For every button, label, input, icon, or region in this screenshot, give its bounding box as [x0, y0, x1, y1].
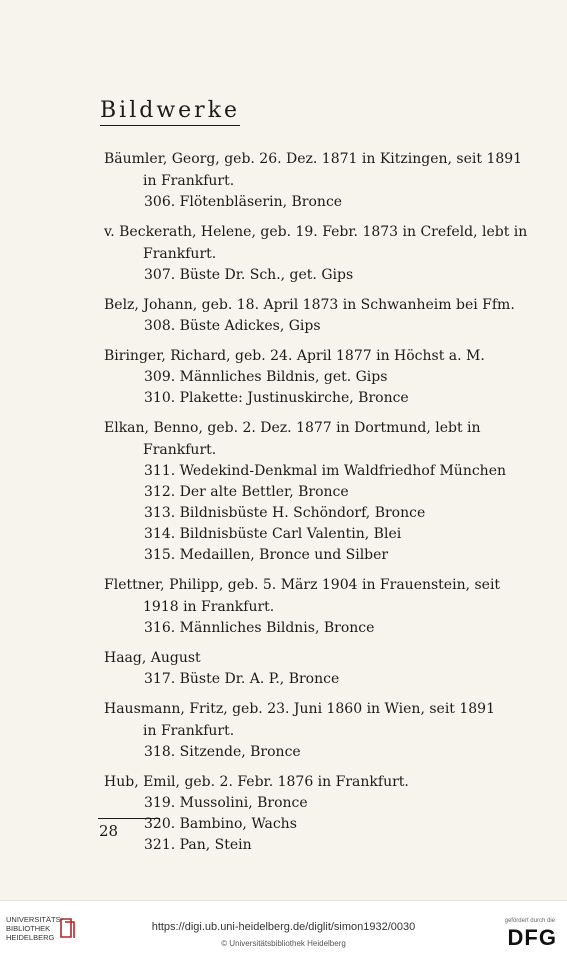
artist-entry [104, 345, 524, 409]
artwork-item: 313. Bildnisbüste H. Schöndorf, Bronce [144, 505, 426, 521]
entries-list [104, 148, 528, 864]
artist-entry [104, 417, 524, 566]
artwork-item: 319. Mussolini, Bronce [144, 795, 308, 811]
artist-entry [104, 647, 524, 690]
artist-entry [104, 148, 524, 213]
artwork-item: 320. Bambino, Wachs [144, 816, 297, 832]
artist-entry [104, 221, 528, 286]
library-line: BIBLIOTHEK [6, 924, 51, 933]
artwork-item: 307. Büste Dr. Sch., get. Gips [144, 267, 354, 283]
artist-line-continued: in Frankfurt. [143, 723, 235, 739]
artwork-item: 306. Flötenbläserin, Bronce [144, 194, 343, 210]
artist-line: Elkan, Benno, geb. 2. Dez. 1877 in Dortmund, lebt in [104, 420, 481, 436]
permalink-url[interactable]: https://digi.ub.uni-heidelberg.de/diglit/simon1932/0030 [151, 921, 416, 933]
section-heading: Bildwerke [100, 98, 240, 126]
artwork-item: 318. Sitzende, Bronce [144, 744, 301, 760]
artist-line-continued: in Frankfurt. [143, 173, 235, 189]
artist-entry [104, 294, 524, 337]
copyright-notice: © Universitätsbibliothek Heidelberg [221, 939, 346, 948]
artwork-item: 317. Büste Dr. A. P., Bronce [144, 671, 340, 687]
artwork-item: 321. Pan, Stein [144, 837, 252, 853]
artwork-item: 309. Männliches Bildnis, get. Gips [144, 369, 388, 385]
artist-line: Flettner, Philipp, geb. 5. März 1904 in Frauenstein, seit [104, 577, 501, 593]
artist-line: Bäumler, Georg, geb. 26. Dez. 1871 in Kitzingen, seit 1891 [104, 151, 523, 167]
library-line: UNIVERSITÄTS- [6, 915, 64, 924]
page-number-rule [98, 818, 160, 819]
artist-entry [104, 698, 524, 763]
artist-line-continued: Frankfurt. [143, 246, 217, 262]
artwork-item: 312. Der alte Bettler, Bronce [144, 484, 349, 500]
artwork-item: 314. Bildnisbüste Carl Valentin, Blei [144, 526, 402, 542]
artist-line: Biringer, Richard, geb. 24. April 1877 in Höchst a. M. [104, 348, 485, 364]
artist-line-continued: 1918 in Frankfurt. [143, 599, 275, 615]
artist-line-continued: Frankfurt. [143, 442, 217, 458]
artist-line: Hub, Emil, geb. 2. Febr. 1876 in Frankfurt. [104, 774, 409, 790]
artist-line: Belz, Johann, geb. 18. April 1873 in Schwanheim bei Ffm. [104, 297, 515, 313]
artwork-item: 311. Wedekind-Denkmal im Waldfriedhof München [144, 463, 506, 479]
dfg-logo[interactable]: DFG [507, 925, 557, 950]
artwork-item: 315. Medaillen, Bronce und Silber [144, 547, 389, 563]
artist-line: Hausmann, Fritz, geb. 23. Juni 1860 in Wien, seit 1891 [104, 701, 495, 717]
artist-line: Haag, August [104, 650, 201, 666]
artwork-item: 308. Büste Adickes, Gips [144, 318, 321, 334]
funded-by-label: gefördert durch die [504, 918, 555, 924]
page-number: 28 [99, 822, 119, 840]
viewer-footer [0, 900, 567, 955]
artwork-item: 310. Plakette: Justinuskirche, Bronce [144, 390, 409, 406]
artist-entry [104, 574, 524, 639]
artist-entry [104, 771, 524, 856]
artwork-item: 316. Männliches Bildnis, Bronce [144, 620, 375, 636]
library-line: HEIDELBERG [6, 933, 55, 942]
artist-line: v. Beckerath, Helene, geb. 19. Febr. 1873 in Crefeld, lebt in [104, 224, 528, 240]
